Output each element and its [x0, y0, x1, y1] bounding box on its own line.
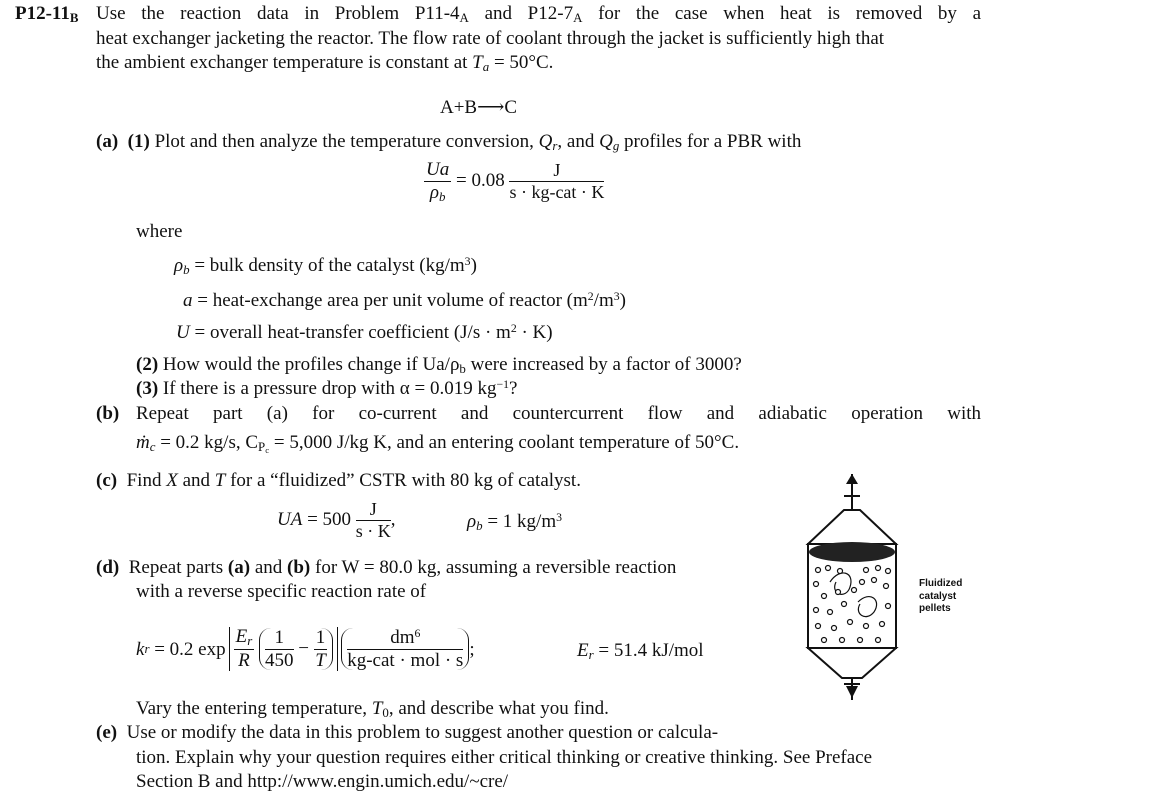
part-d-line-2: with a reverse specific reaction rate of: [136, 581, 427, 602]
part-a-item-2: (2) How would the profiles change if $Ua/\rho_b$ were increased by a factor of 3000?: [136, 354, 742, 377]
definition-a: a = heat-exchange area per unit volume of reactor $(m^2/m^3)$: [183, 290, 626, 311]
fluidized-reactor-figure: [800, 472, 910, 702]
ua-equation: $\frac{Ua}{\rho_b}$ = 0.08 $\frac{J}{\text{s · kg-cat · K}}$: [426, 159, 605, 205]
part-b-line-1: Repeat part (a) for co-current and countercurrent flow and adiabatic operation with: [136, 403, 981, 424]
part-d-vary: Vary the entering temperature, $T_0$, and describe what you find.: [136, 698, 609, 721]
rho-value-equation: $\rho_b = 1$ $kg/m^3$: [467, 511, 562, 534]
figure-label: Fluidized catalyst pellets: [919, 578, 963, 614]
part-e-line-3: Section B and http://www.engin.umich.edu/~cre/: [136, 771, 509, 792]
kr-equation: k r = 0.2 exp $\frac{E_r}{R}$ $\frac{1}{450}$ − $\frac{1}{T}$ $\frac{dm^6}{\text{kg-cat · mol · s}}$ ;: [136, 626, 475, 671]
part-c-text: (c) Find X and T for a “fluidized” CSTR with 80 kg of catalyst.: [96, 470, 581, 491]
reaction-equation: A+B⟶C: [440, 97, 518, 118]
problem-number: $P12-11_B$: [15, 3, 79, 26]
definition-u: U = overall heat-transfer coefficient $(J/s \cdot m^2 \cdot K)$: [176, 322, 553, 343]
intro-line-2: heat exchanger jacketing the reactor. The flow rate of coolant through the jacket is sufficiently high that: [96, 28, 885, 49]
part-e-line-2: tion. Explain why your question requires either critical thinking or creative thinking. See Preface: [136, 747, 873, 768]
part-a-item-3: (3) If there is a pressure drop with α = 0.019 $kg^{-1}$?: [136, 378, 518, 399]
part-e-line-1: (e) Use or modify the data in this problem to suggest another question or calcula-: [96, 722, 719, 743]
part-b-line-2: ṁ$_c$ = 0.2 kg/s, $C_{P_c} = 5,000$ J/kg K, and an entering coolant temperature of 50°C.: [136, 432, 740, 456]
intro-line-1: Use the reaction data in Problem $P11-4_A$ and $P12-7_A$ for the case when heat is removed by a: [96, 3, 982, 26]
part-a-item-1: (a) (1) Plot and then analyze the temperature conversion, $Q_r$, and $Q_g$ profiles for a PBR with: [96, 131, 802, 154]
part-b-label: (b): [96, 403, 120, 424]
part-d-line-1: (d) Repeat parts (a) and (b) for W = 80.0 kg, assuming a reversible reaction: [96, 557, 677, 578]
ua-value-equation: UA = 500 $\frac{J}{s \cdot K}$ ,: [277, 499, 396, 541]
fluidized-reactor-drawing: [800, 472, 910, 702]
intro-line-3: the ambient exchanger temperature is constant at $T_a = 50^\circ C$.: [96, 52, 554, 75]
definition-rho: $\rho_b$ = bulk density of the catalyst $(kg/m^3)$: [174, 255, 477, 278]
er-value: $E_r = 51.4$ kJ/mol: [577, 640, 704, 663]
where-label: where: [136, 221, 183, 242]
